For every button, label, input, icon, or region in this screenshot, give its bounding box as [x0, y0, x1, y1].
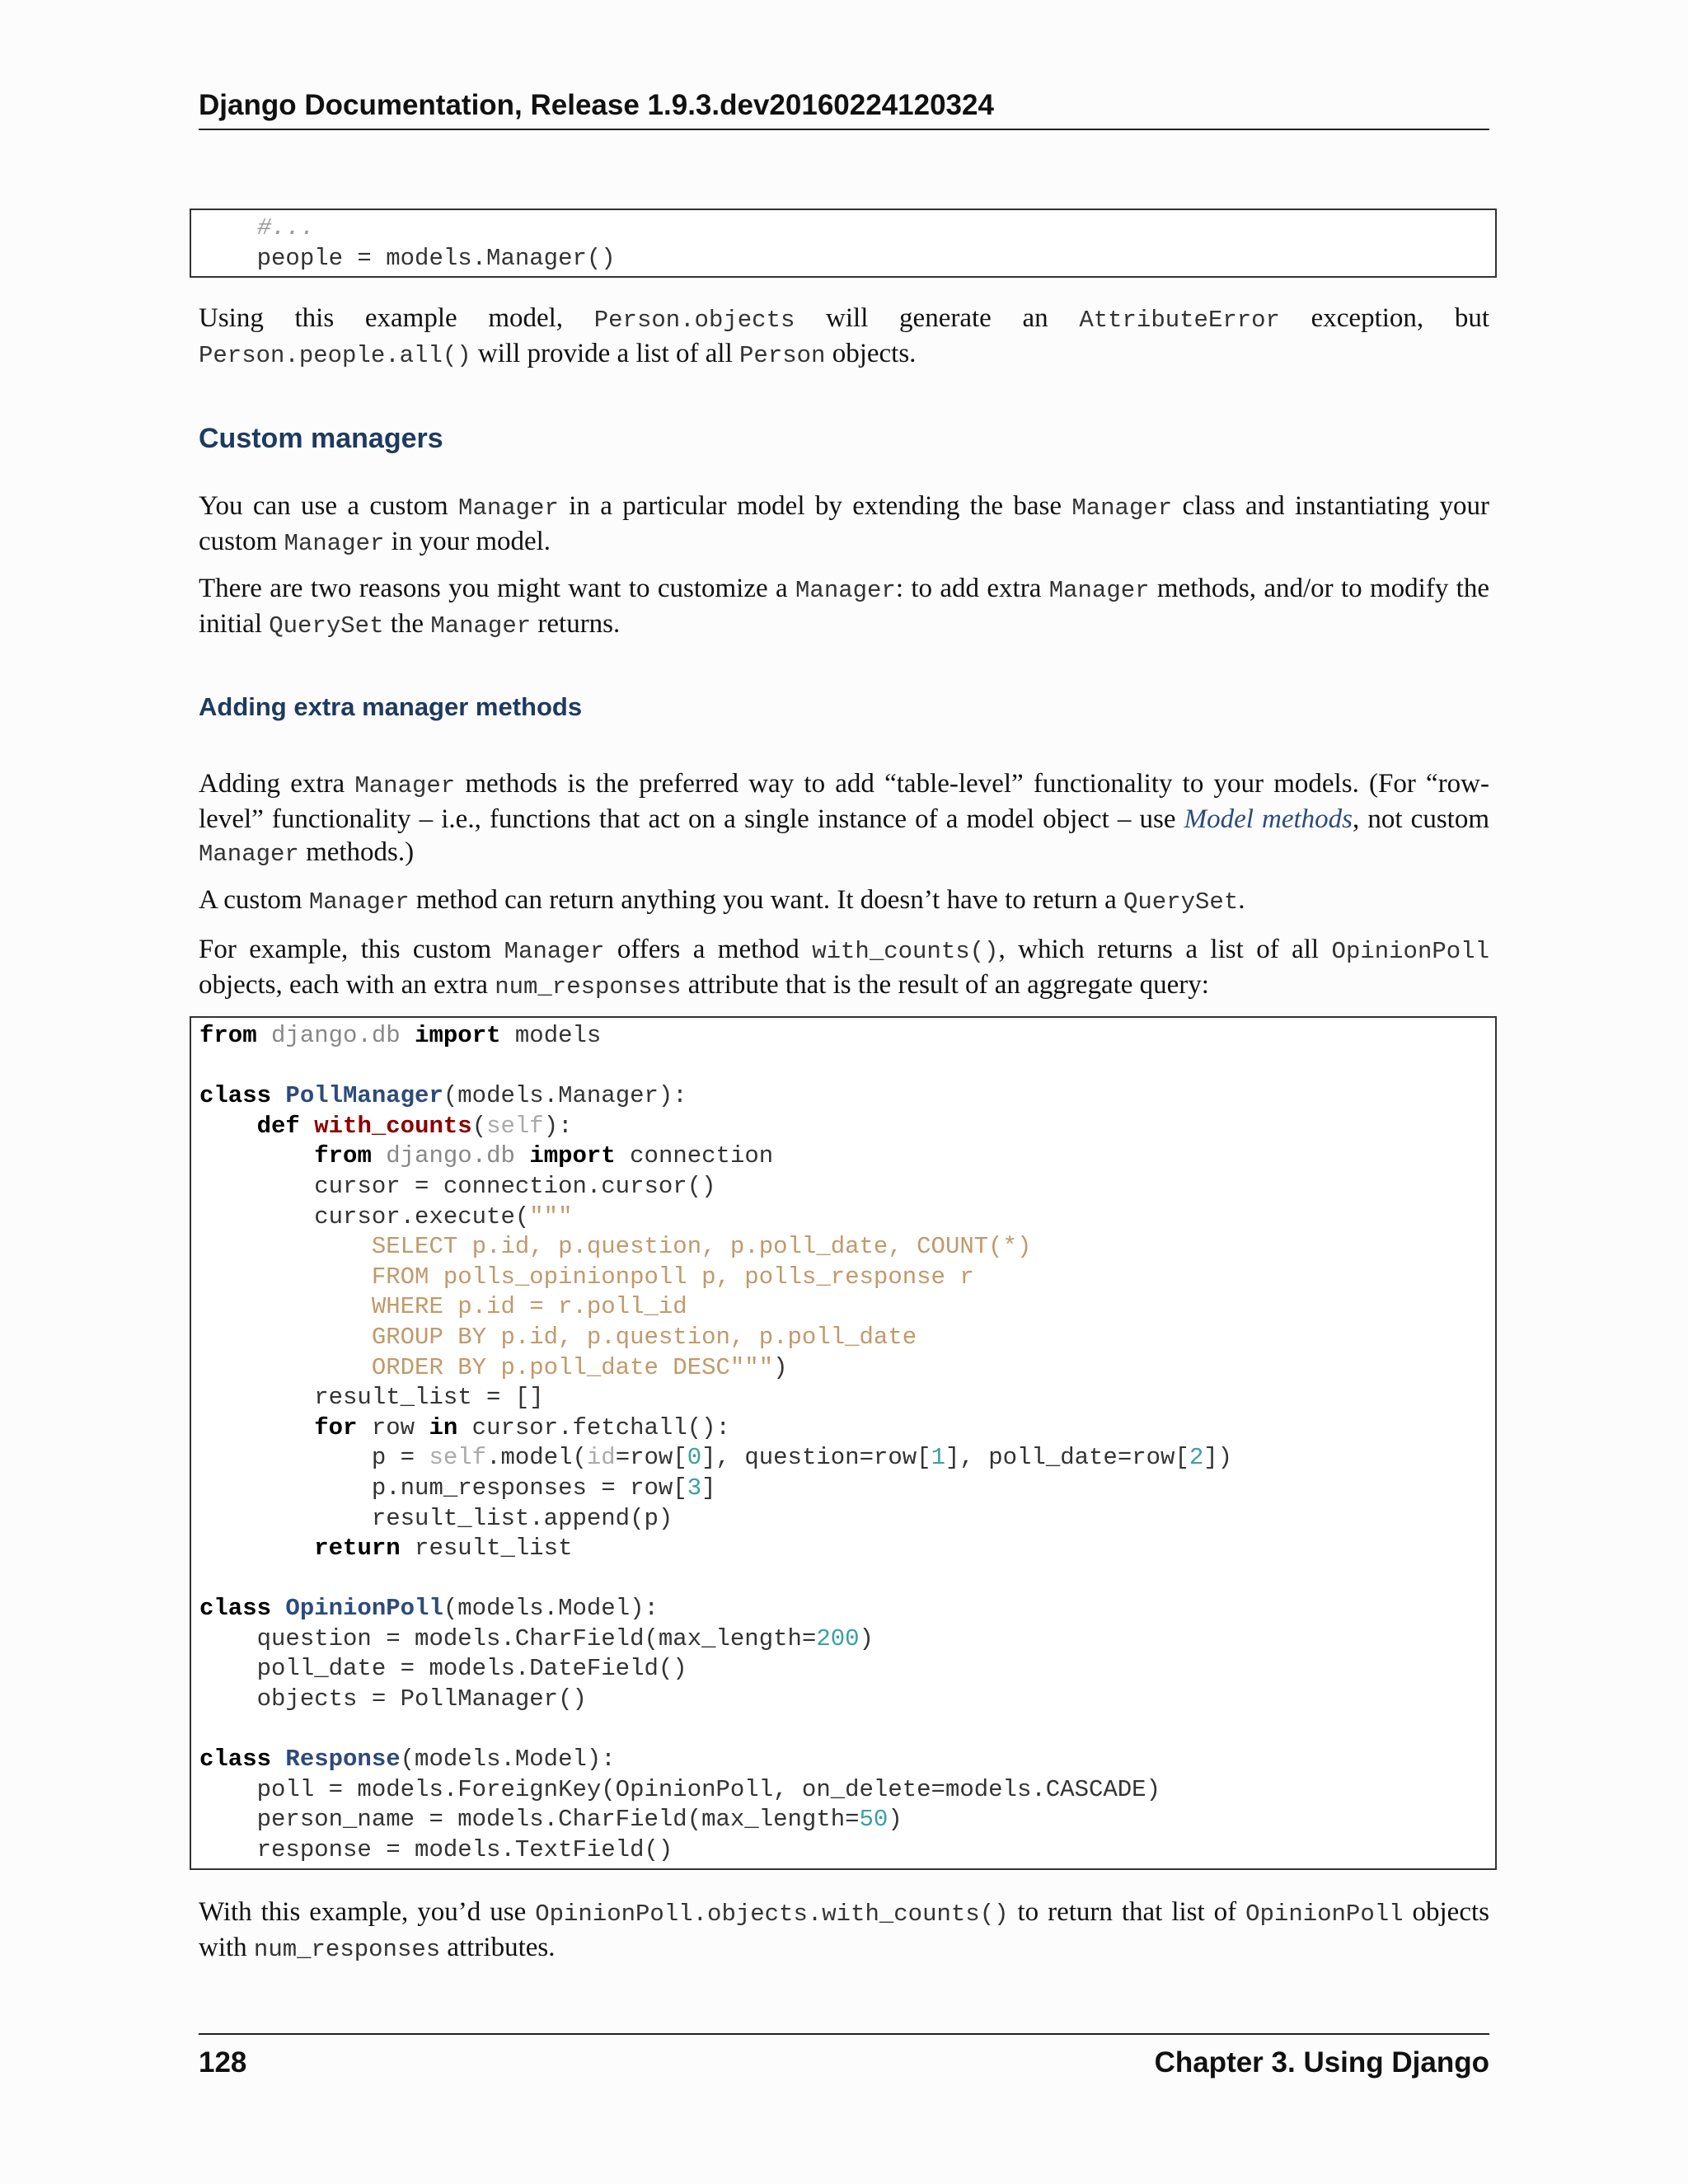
paragraph-return-anything: A custom Manager method can return anything you want. It doesn’t have to return a QuerySet.: [199, 885, 1245, 916]
code-block-poll-manager: from django.db import models class PollManager(models.Manager): def with_counts(self): from django.db import connection cursor = connection.cursor() cursor.execute(""" SELECT p.id, p.question, p.poll_date, COUNT(*) FROM polls_opinionpoll p, polls_response r WHERE p.id = r.poll_id GROUP BY p.id, p.question, p.poll_date ORDER BY p.poll_date DESC""") result_list = [] for row in cursor.fetchall(): p = self.model(id=row[0], question=row[1], poll_date=row[2]) p.num_responses = row[3] result_list.append(p) return result_list class OpinionPoll(models.Model): question = models.CharField(max_length=200) poll_date = models.DateField() objects = PollManager() class Response(models.Model): poll = models.ForeignKey(OpinionPoll, on_delete=models.CASCADE) person_name = models.CharField(max_length=50) response = models.TextField(): [190, 1016, 1497, 1870]
page-footer: [199, 2033, 1489, 2079]
paragraph-extra-methods: Adding extra Manager methods is the preferred way to add “table-level” functionality to your models. (For “row-level” functionality – i.e., functions that act on a single instance of a model object – use Model methods, not custom Manager methods.): [199, 769, 1489, 868]
code-block-manager: [190, 209, 1497, 278]
page-header: [199, 89, 1489, 130]
paragraph-with-this-example: With this example, you’d use OpinionPoll.objects.with_counts() to return that list of OpinionPoll objects with num_responses attributes.: [199, 1897, 1489, 1963]
paragraph-person-objects: Using this example model, Person.objects will generate an AttributeError exception, but Person.people.all() will provide a list of all Person objects.: [199, 303, 1489, 369]
page-number: 128: [199, 2046, 247, 2079]
code-line: people = models.Manager(): [199, 244, 616, 272]
subsection-heading-extra-methods: Adding extra manager methods: [199, 692, 583, 721]
model-methods-link[interactable]: Model methods: [1184, 804, 1353, 834]
paragraph-for-example: For example, this custom Manager offers a method with_counts(), which returns a list of all OpinionPoll objects, each with an extra num_responses attribute that is the result of an aggregate query:: [199, 935, 1489, 1001]
paragraph-custom-manager-intro: You can use a custom Manager in a particular model by extending the base Manager class and instantiating your custom Manager in your model.: [199, 491, 1490, 557]
chapter-title: Chapter 3. Using Django: [1154, 2046, 1489, 2079]
code-comment: #...: [257, 214, 315, 241]
paragraph-two-reasons: There are two reasons you might want to customize a Manager: to add extra Manager methods, and/or to modify the initial QuerySet the Manager returns.: [199, 574, 1489, 640]
document-title: Django Documentation, Release 1.9.3.dev20160224120324: [199, 89, 994, 121]
section-heading-custom-managers: Custom managers: [199, 423, 443, 454]
